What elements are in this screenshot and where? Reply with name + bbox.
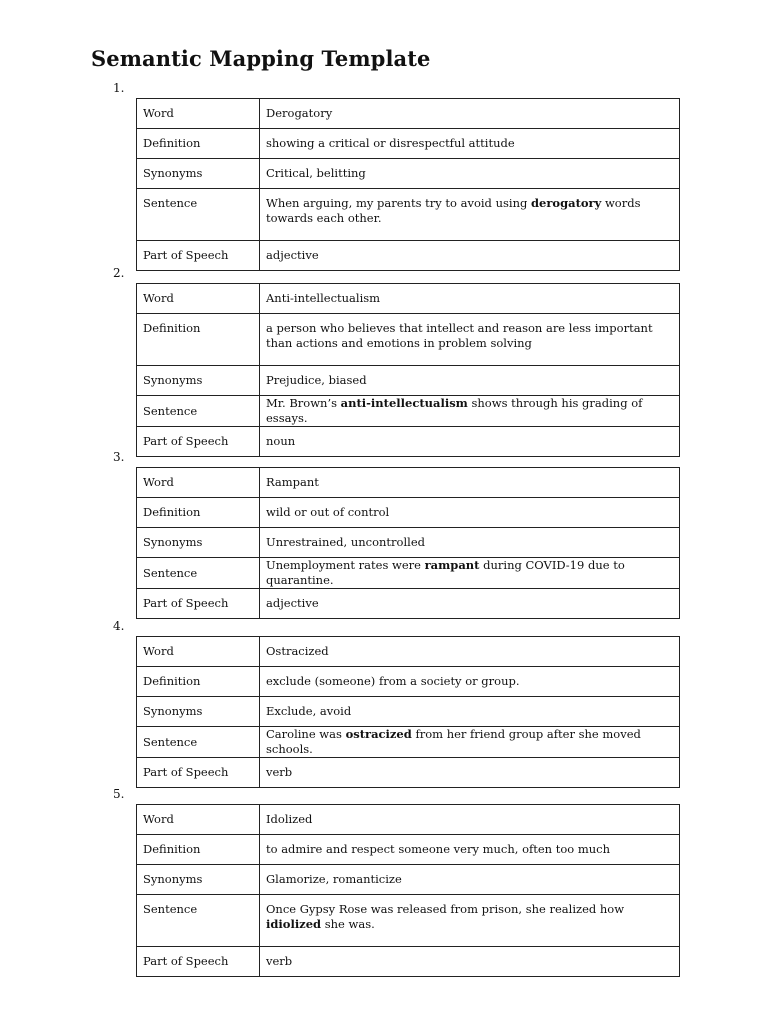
word-label: Word — [137, 637, 260, 667]
part-of-speech-value: verb — [260, 947, 680, 977]
word-label: Word — [137, 468, 260, 498]
word-value: Idolized — [260, 805, 680, 835]
entry-number: 3. — [113, 450, 125, 464]
definition-value: showing a critical or disrespectful attitude — [260, 129, 680, 159]
entry-number: 5. — [113, 787, 125, 801]
word-value: Anti-intellectualism — [260, 284, 680, 314]
sentence-label: Sentence — [137, 727, 260, 758]
word-label: Word — [137, 99, 260, 129]
part-of-speech-value: adjective — [260, 589, 680, 619]
sentence-text: shows through his grading of essays. — [266, 396, 643, 425]
sentence-label: Sentence — [137, 895, 260, 947]
sentence-value — [260, 189, 680, 241]
definition-label: Definition — [137, 498, 260, 528]
sentence-row — [137, 727, 680, 758]
entry-number: 1. — [113, 81, 125, 95]
word-label: Word — [137, 805, 260, 835]
definition-label: Definition — [137, 129, 260, 159]
sentence-text: Caroline was — [266, 727, 346, 741]
sentence-label: Sentence — [137, 189, 260, 241]
part-of-speech-row — [137, 758, 680, 788]
sentence-label: Sentence — [137, 558, 260, 589]
synonyms-value: Unrestrained, uncontrolled — [260, 528, 680, 558]
part-of-speech-value: noun — [260, 427, 680, 457]
sentence-highlight: ostracized — [345, 727, 412, 741]
semantic-map-table — [136, 467, 680, 619]
word-row — [137, 468, 680, 498]
entry-number: 2. — [113, 266, 125, 280]
definition-row — [137, 129, 680, 159]
definition-row — [137, 314, 680, 366]
sentence-value — [260, 558, 680, 589]
sentence-label: Sentence — [137, 396, 260, 427]
definition-value: wild or out of control — [260, 498, 680, 528]
page-title: Semantic Mapping Template — [91, 46, 431, 71]
synonyms-row — [137, 697, 680, 727]
word-row — [137, 637, 680, 667]
semantic-map-table — [136, 283, 680, 457]
synonyms-row — [137, 865, 680, 895]
sentence-value — [260, 727, 680, 758]
word-value: Derogatory — [260, 99, 680, 129]
sentence-text: words towards each other. — [266, 196, 641, 225]
synonyms-row — [137, 528, 680, 558]
sentence-row — [137, 558, 680, 589]
synonyms-row — [137, 366, 680, 396]
sentence-row — [137, 895, 680, 947]
sentence-text: Unemployment rates were — [266, 558, 425, 572]
synonyms-row — [137, 159, 680, 189]
definition-row — [137, 498, 680, 528]
part-of-speech-row — [137, 427, 680, 457]
sentence-text: from her friend group after she moved schools. — [266, 727, 641, 756]
sentence-text: Once Gypsy Rose was released from prison, she realized how — [266, 902, 625, 916]
part-of-speech-label: Part of Speech — [137, 241, 260, 271]
word-value: Rampant — [260, 468, 680, 498]
part-of-speech-value: verb — [260, 758, 680, 788]
definition-row — [137, 835, 680, 865]
part-of-speech-row — [137, 947, 680, 977]
synonyms-label: Synonyms — [137, 159, 260, 189]
sentence-value — [260, 396, 680, 427]
definition-value: a person who believes that intellect and reason are less important than actions and emotions in problem solving — [260, 314, 680, 366]
part-of-speech-value: adjective — [260, 241, 680, 271]
synonyms-label: Synonyms — [137, 865, 260, 895]
part-of-speech-label: Part of Speech — [137, 947, 260, 977]
sentence-text: she was. — [321, 917, 375, 931]
semantic-map-table — [136, 98, 680, 271]
word-row — [137, 284, 680, 314]
synonyms-value: Exclude, avoid — [260, 697, 680, 727]
word-row — [137, 805, 680, 835]
definition-label: Definition — [137, 667, 260, 697]
part-of-speech-row — [137, 589, 680, 619]
part-of-speech-label: Part of Speech — [137, 758, 260, 788]
sentence-highlight: derogatory — [531, 196, 602, 210]
sentence-row — [137, 189, 680, 241]
sentence-value — [260, 895, 680, 947]
sentence-highlight: idiolized — [266, 917, 322, 931]
definition-value: exclude (someone) from a society or group. — [260, 667, 680, 697]
part-of-speech-label: Part of Speech — [137, 589, 260, 619]
word-value: Ostracized — [260, 637, 680, 667]
sentence-highlight: anti-intellectualism — [340, 396, 468, 410]
word-label: Word — [137, 284, 260, 314]
sentence-row — [137, 396, 680, 427]
definition-label: Definition — [137, 835, 260, 865]
synonyms-label: Synonyms — [137, 697, 260, 727]
definition-value: to admire and respect someone very much, often too much — [260, 835, 680, 865]
semantic-map-table — [136, 804, 680, 977]
sentence-text: during COVID-19 due to quarantine. — [266, 558, 625, 587]
synonyms-value: Prejudice, biased — [260, 366, 680, 396]
semantic-map-table — [136, 636, 680, 788]
part-of-speech-row — [137, 241, 680, 271]
definition-label: Definition — [137, 314, 260, 366]
entry-number: 4. — [113, 619, 125, 633]
definition-row — [137, 667, 680, 697]
sentence-text: When arguing, my parents try to avoid using — [266, 196, 531, 210]
synonyms-value: Glamorize, romanticize — [260, 865, 680, 895]
word-row — [137, 99, 680, 129]
sentence-text: Mr. Brown’s — [266, 396, 341, 410]
part-of-speech-label: Part of Speech — [137, 427, 260, 457]
sentence-highlight: rampant — [424, 558, 480, 572]
synonyms-label: Synonyms — [137, 528, 260, 558]
synonyms-value: Critical, belitting — [260, 159, 680, 189]
synonyms-label: Synonyms — [137, 366, 260, 396]
